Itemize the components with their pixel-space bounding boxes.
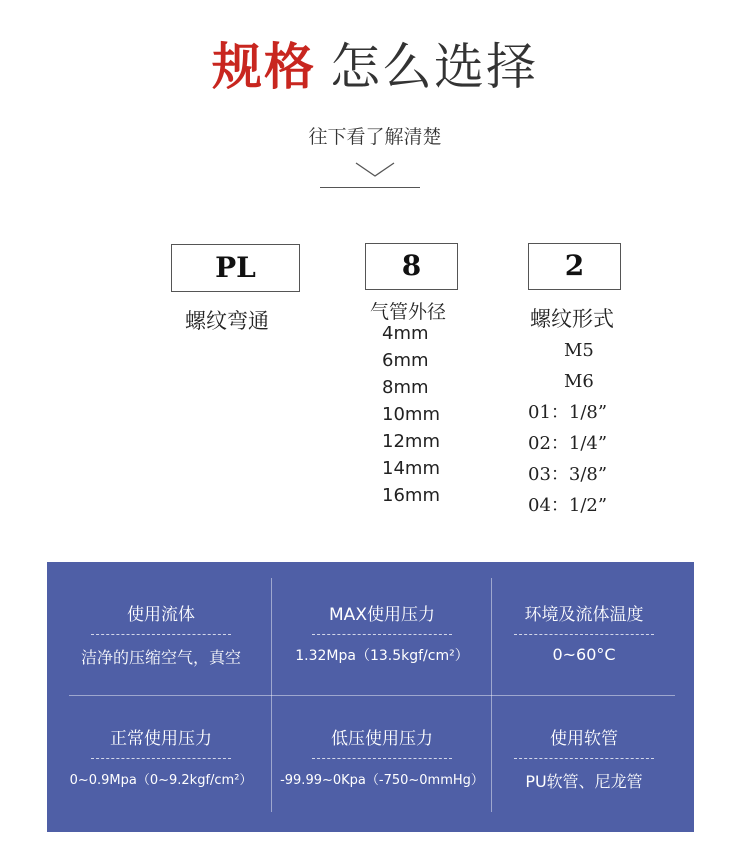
list-item: 04：1/2” xyxy=(528,495,608,516)
divider xyxy=(320,187,420,188)
label-thread: 螺纹形式 xyxy=(530,307,614,331)
list-item: 10mm xyxy=(382,404,440,425)
label-tube-diameter: 气管外径 xyxy=(370,301,447,323)
subtitle: 往下看了解清楚 xyxy=(308,126,442,148)
list-item: M6 xyxy=(564,371,594,392)
dashed-divider xyxy=(91,758,231,759)
thread-options xyxy=(528,335,607,521)
spec-label: 正常使用压力 xyxy=(110,729,212,749)
list-item: 8mm xyxy=(382,377,429,398)
spec-panel xyxy=(47,562,694,832)
dashed-divider xyxy=(312,634,452,635)
spec-value: -99.99~0Kpa（-750~0mmHg） xyxy=(280,773,484,788)
list-item: 16mm xyxy=(382,485,440,506)
title-accent: 规格 xyxy=(212,38,316,96)
spec-cell-max-pressure xyxy=(272,602,492,665)
chevron-down-icon xyxy=(355,160,395,180)
dashed-divider xyxy=(312,758,452,759)
list-item: M5 xyxy=(564,340,594,361)
list-item: 4mm xyxy=(382,323,429,344)
spec-value: PU软管、尼龙管 xyxy=(525,772,643,791)
list-item: 14mm xyxy=(382,458,440,479)
spec-value: 0~0.9Mpa（0~9.2kgf/cm²） xyxy=(69,773,253,788)
dashed-divider xyxy=(91,634,231,635)
spec-cell-fluid xyxy=(51,602,271,668)
dashed-divider xyxy=(514,758,654,759)
spec-cell-low-pressure xyxy=(272,726,492,788)
spec-label: 环境及流体温度 xyxy=(524,605,644,625)
spec-value: 洁净的压缩空气，真空 xyxy=(80,648,241,667)
dashed-divider xyxy=(514,634,654,635)
row-divider xyxy=(69,695,675,696)
list-item: 6mm xyxy=(382,350,429,371)
list-item: 01：1/8” xyxy=(528,402,608,423)
spec-label: 使用流体 xyxy=(127,605,195,625)
spec-cell-normal-pressure xyxy=(51,726,271,788)
spec-label: 低压使用压力 xyxy=(331,729,433,749)
spec-cell-hose xyxy=(474,726,694,792)
code-box-tube-diameter: 8 xyxy=(365,243,458,290)
title-rest: 怎么选择 xyxy=(330,38,538,96)
tube-diameter-options xyxy=(382,320,440,509)
list-item: 02：1/4” xyxy=(528,433,608,454)
label-type: 螺纹弯通 xyxy=(185,309,269,333)
list-item: 12mm xyxy=(382,431,440,452)
code-box-thread: 2 xyxy=(528,243,621,290)
spec-cell-temperature xyxy=(474,602,694,664)
spec-label: 使用软管 xyxy=(550,729,618,749)
page-title xyxy=(0,34,750,100)
spec-label: MAX使用压力 xyxy=(329,605,435,625)
spec-value: 0~60°C xyxy=(552,645,616,664)
list-item: 03：3/8” xyxy=(528,464,608,485)
spec-value: 1.32Mpa（13.5kgf/cm²） xyxy=(295,648,469,664)
code-box-type: PL xyxy=(171,244,300,292)
